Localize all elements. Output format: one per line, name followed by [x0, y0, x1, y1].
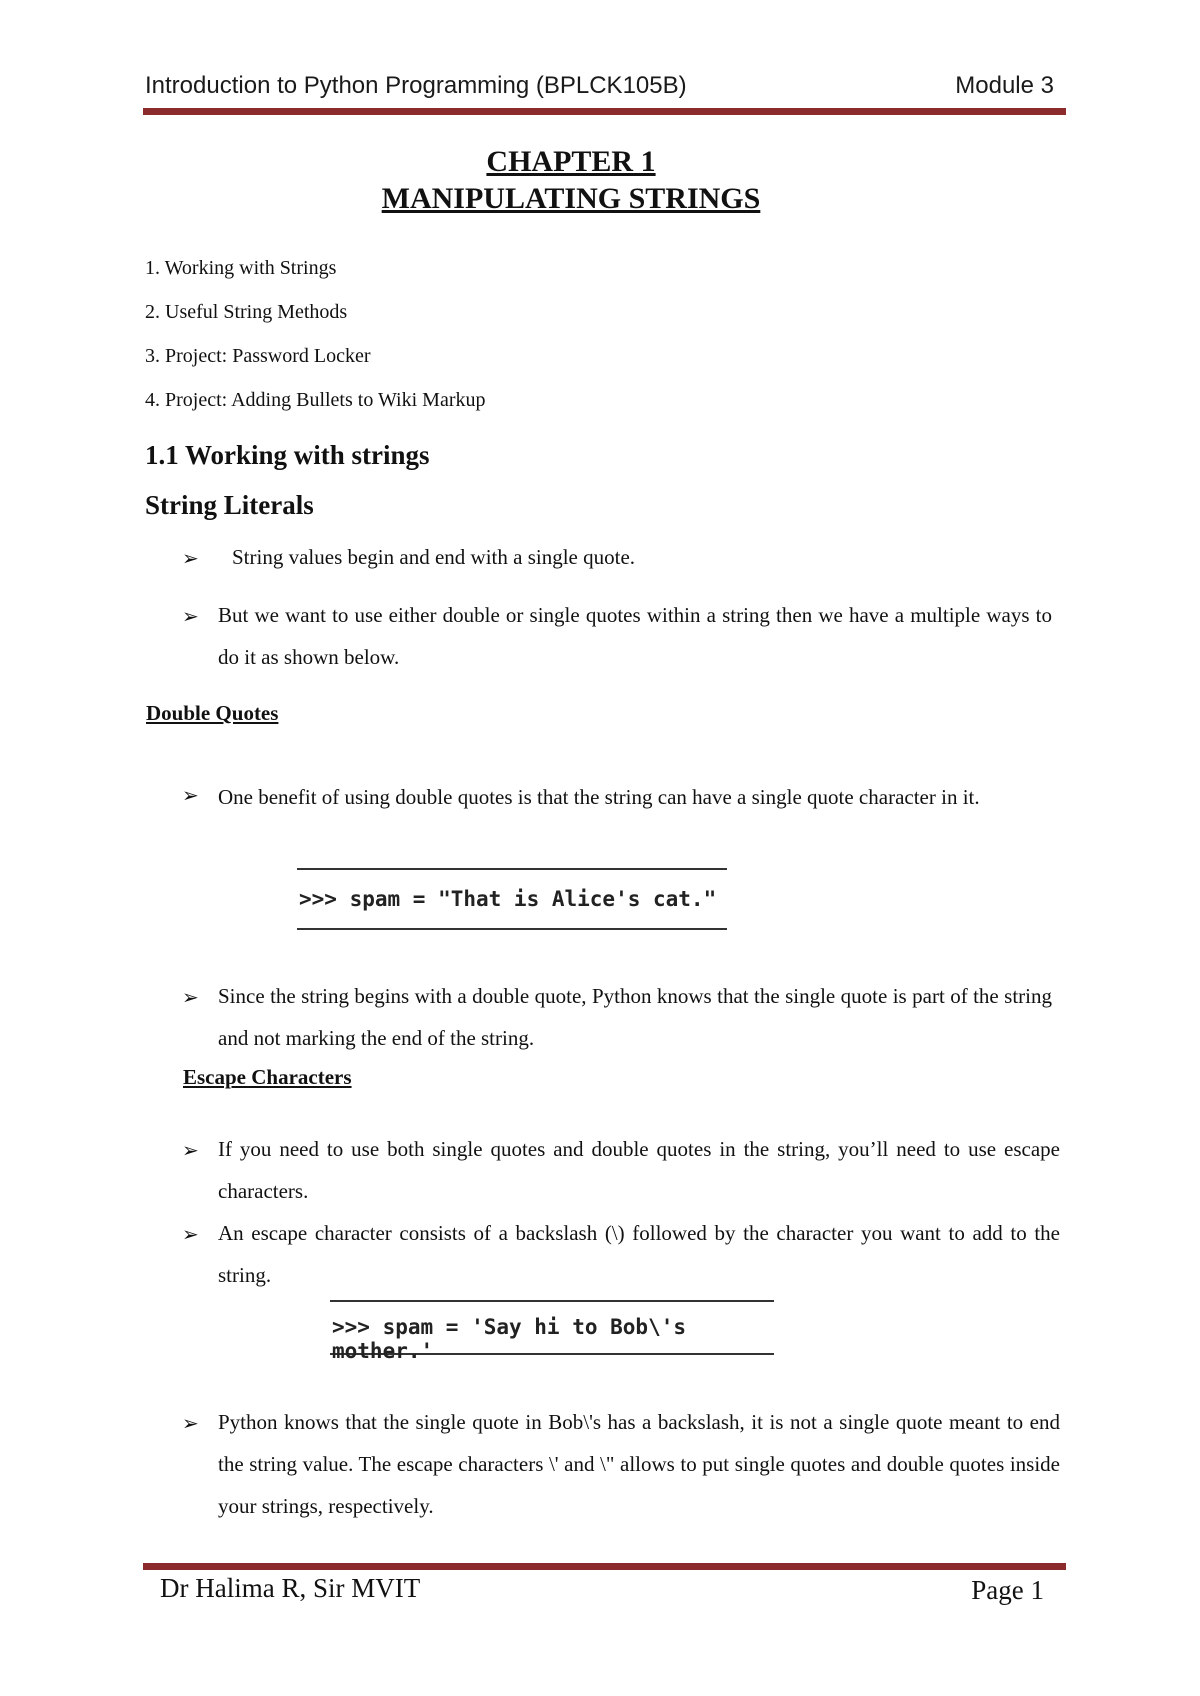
header-rule	[143, 108, 1066, 115]
bullet-arrow-icon: ➢	[182, 548, 199, 570]
code-box	[297, 868, 727, 930]
bullet-text: Python knows that the single quote in Bob\'s has a backslash, it is not a single quote meant to end the string value. The escape characters \' and \" allows to put single quotes and double quotes inside your strings, respectively.	[218, 1410, 1060, 1518]
escape-heading: Escape Characters	[183, 1065, 352, 1089]
chapter-number: CHAPTER 1	[486, 145, 656, 178]
bullet-arrow-icon: ➢	[182, 987, 199, 1009]
section-heading: 1.1 Working with strings	[145, 440, 430, 470]
bullet-text: String values begin and end with a single quote.	[232, 545, 636, 569]
footer-rule	[143, 1563, 1066, 1570]
footer-author: Dr Halima R, Sir MVIT	[160, 1573, 421, 1603]
bullet-text: But we want to use either double or single quotes within a string then we have a multiple ways to do it as shown below.	[218, 603, 1052, 669]
section-subheading: String Literals	[145, 490, 314, 520]
code-line: >>> spam = 'Say hi to Bob\'s mother.'	[332, 1315, 687, 1363]
toc-item: 4. Project: Adding Bullets to Wiki Markup	[145, 389, 486, 411]
code-line: >>> spam = "That is Alice's cat."	[299, 887, 717, 911]
double-quotes-heading: Double Quotes	[146, 701, 279, 725]
bullet-text: One benefit of using double quotes is that the string can have a single quote character in it.	[218, 785, 980, 809]
chapter-title: MANIPULATING STRINGS	[381, 182, 761, 215]
code-box	[330, 1300, 774, 1363]
bullet-arrow-icon: ➢	[182, 1413, 199, 1435]
header-module: Module 3	[955, 72, 1054, 99]
bullet-text: An escape character consists of a backslash (\) followed by the character you want to add to the string.	[218, 1221, 1060, 1287]
bullet-text: Since the string begins with a double quote, Python knows that the single quote is part of the string and not marking the end of the string.	[218, 984, 1052, 1050]
bullet-arrow-icon: ➢	[182, 1140, 199, 1162]
page-number: Page 1	[971, 1575, 1044, 1605]
bullet-arrow-icon: ➢	[182, 785, 199, 807]
toc-item: 2. Useful String Methods	[145, 301, 348, 323]
bullet-arrow-icon: ➢	[182, 1224, 199, 1246]
bullet-text: If you need to use both single quotes and double quotes in the string, you’ll need to use escape characters.	[218, 1137, 1060, 1203]
toc-item: 1. Working with Strings	[145, 257, 337, 279]
bullet-arrow-icon: ➢	[182, 606, 199, 628]
header-title: Introduction to Python Programming (BPLCK105B)	[145, 72, 687, 99]
toc-item: 3. Project: Password Locker	[145, 345, 371, 367]
